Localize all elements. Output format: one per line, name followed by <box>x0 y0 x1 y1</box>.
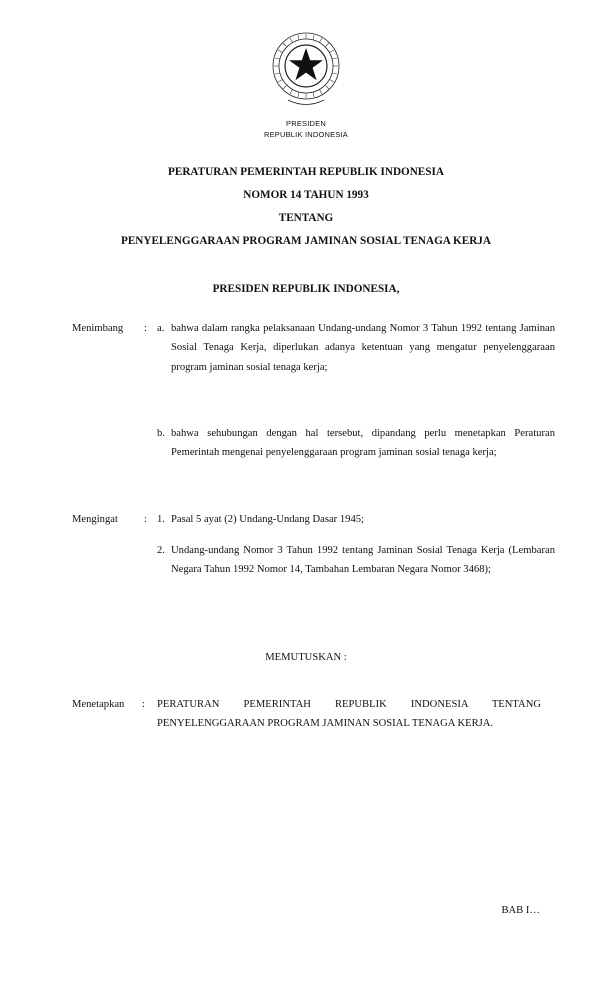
menimbang-colon: : <box>144 323 147 334</box>
menetapkan-text: PERATURAN PEMERINTAH REPUBLIK INDONESIA TENTANG PENYELENGGARAAN PROGRAM JAMINAN SOSIAL TENAGA KERJA. <box>157 699 541 730</box>
doc-title-line3: TENTANG <box>278 212 334 224</box>
next-page-reference: BAB I… <box>501 905 540 916</box>
mengingat-colon: : <box>144 514 147 525</box>
mengingat-label: Mengingat <box>72 514 118 525</box>
menetapkan-colon: : <box>142 699 145 710</box>
doc-title-line4: PENYELENGGARAAN PROGRAM JAMINAN SOSIAL TENAGA KERJA <box>121 235 491 247</box>
seal-caption-republik: REPUBLIK INDONESIA <box>263 130 349 139</box>
list-text: bahwa dalam rangka pelaksanaan Undang-undang Nomor 3 Tahun 1992 tentang Jaminan Sosial Tenaga Kerja, diperlukan adanya ketentuan yang mengatur penyelenggaraan program jaminan sosial tenaga kerja; <box>171 323 555 373</box>
list-number: 2. <box>157 545 165 556</box>
list-number: 1. <box>157 514 165 525</box>
presidential-seal-icon <box>270 30 342 114</box>
list-number: a. <box>157 323 165 334</box>
list-number: b. <box>157 428 165 439</box>
issuer-heading: PRESIDEN REPUBLIK INDONESIA, <box>212 283 400 295</box>
list-text: Undang-undang Nomor 3 Tahun 1992 tentang Jaminan Sosial Tenaga Kerja (Lembaran Negara Tahun 1992 Nomor 14, Tambahan Lembaran Negara Nomor 3468); <box>171 545 555 576</box>
mengingat-item-1 <box>157 510 555 529</box>
doc-title-line1: PERATURAN PEMERINTAH REPUBLIK INDONESIA <box>168 166 444 178</box>
doc-title-line2: NOMOR 14 TAHUN 1993 <box>243 189 369 201</box>
menimbang-item-a <box>157 319 555 377</box>
list-text: Pasal 5 ayat (2) Undang-Undang Dasar 1945; <box>171 514 364 525</box>
menetapkan-label: Menetapkan <box>72 699 125 710</box>
seal-caption-presiden: PRESIDEN <box>286 119 326 128</box>
memutuskan-heading: MEMUTUSKAN : <box>265 652 347 663</box>
mengingat-item-2 <box>157 541 555 580</box>
list-text: bahwa sehubungan dengan hal tersebut, dipandang perlu menetapkan Peraturan Pemerintah mengenai penyelenggaraan program jaminan sosial tenaga kerja; <box>171 428 555 459</box>
menimbang-label: Menimbang <box>72 323 124 334</box>
menimbang-item-b <box>157 424 555 463</box>
